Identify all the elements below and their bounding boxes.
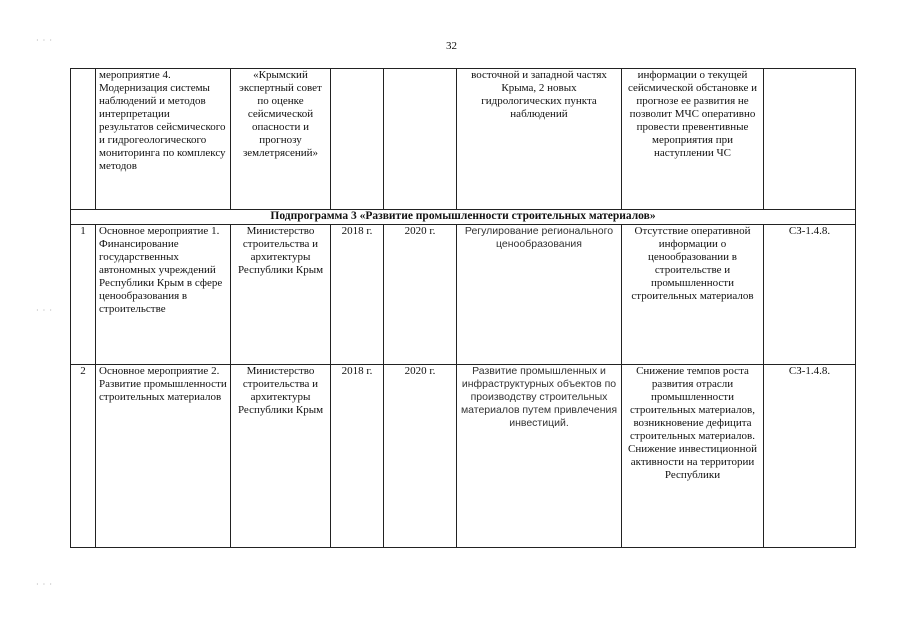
subprogram-row xyxy=(71,210,856,225)
cell-indicator: СЗ-1.4.8. xyxy=(764,365,856,548)
cell-end: 2020 г. xyxy=(384,225,457,365)
page-number: 32 xyxy=(446,40,457,52)
cell-result: Регулирование регионального ценообразования xyxy=(457,225,622,365)
cell-activity: Основное мероприятие 2. Развитие промышленности строительных материалов xyxy=(96,365,231,548)
cell-consequence: Отсутствие оперативной информации о ценообразовании в строительстве и промышленности строительных материалов xyxy=(622,225,764,365)
cell-start: 2018 г. xyxy=(331,225,384,365)
margin-mark-middle: · · · xyxy=(36,306,53,315)
cell-activity: Основное мероприятие 1. Финансирование государственных автономных учреждений Республики Крым в сфере ценообразования в строительстве xyxy=(96,225,231,365)
cell-executor: Министерство строительства и архитектуры Республики Крым xyxy=(231,225,331,365)
cell-executor: Министерство строительства и архитектуры Республики Крым xyxy=(231,365,331,548)
table-row-2 xyxy=(71,365,856,548)
cell-result: восточной и западной частях Крыма, 2 новых гидрологических пункта наблюдений xyxy=(457,69,622,210)
margin-mark-bottom: · · · xyxy=(36,580,53,589)
cell-activity: мероприятие 4. Модернизация системы наблюдений и методов интерпретации результатов сейсмического и гидрогеологического мониторинга по комплексу методов xyxy=(96,69,231,210)
cell-number: 1 xyxy=(71,225,96,365)
cell-end xyxy=(384,69,457,210)
cell-number: 2 xyxy=(71,365,96,548)
table-row-1 xyxy=(71,225,856,365)
program-table xyxy=(70,68,856,548)
cell-result: Развитие промышленных и инфраструктурных объектов по производству строительных материалов путем привлечения инвестиций. xyxy=(457,365,622,548)
cell-executor: «Крымский экспертный совет по оценке сейсмической опасности и прогнозу землетрясений» xyxy=(231,69,331,210)
table-row-continued xyxy=(71,69,856,210)
cell-consequence: Снижение темпов роста развития отрасли промышленности строительных материалов, возникновение дефицита строительных материалов. Снижение инвестиционной активности на территории Республики xyxy=(622,365,764,548)
margin-mark-top: · · · xyxy=(36,36,53,45)
cell-number xyxy=(71,69,96,210)
cell-indicator xyxy=(764,69,856,210)
subprogram-title: Подпрограмма 3 «Развитие промышленности строительных материалов» xyxy=(71,210,856,225)
cell-consequence: информации о текущей сейсмической обстановке и прогнозе ее развития не позволит МЧС оперативно провести превентивные мероприятия при наступлении ЧС xyxy=(622,69,764,210)
cell-indicator: СЗ-1.4.8. xyxy=(764,225,856,365)
cell-end: 2020 г. xyxy=(384,365,457,548)
cell-start: 2018 г. xyxy=(331,365,384,548)
cell-start xyxy=(331,69,384,210)
